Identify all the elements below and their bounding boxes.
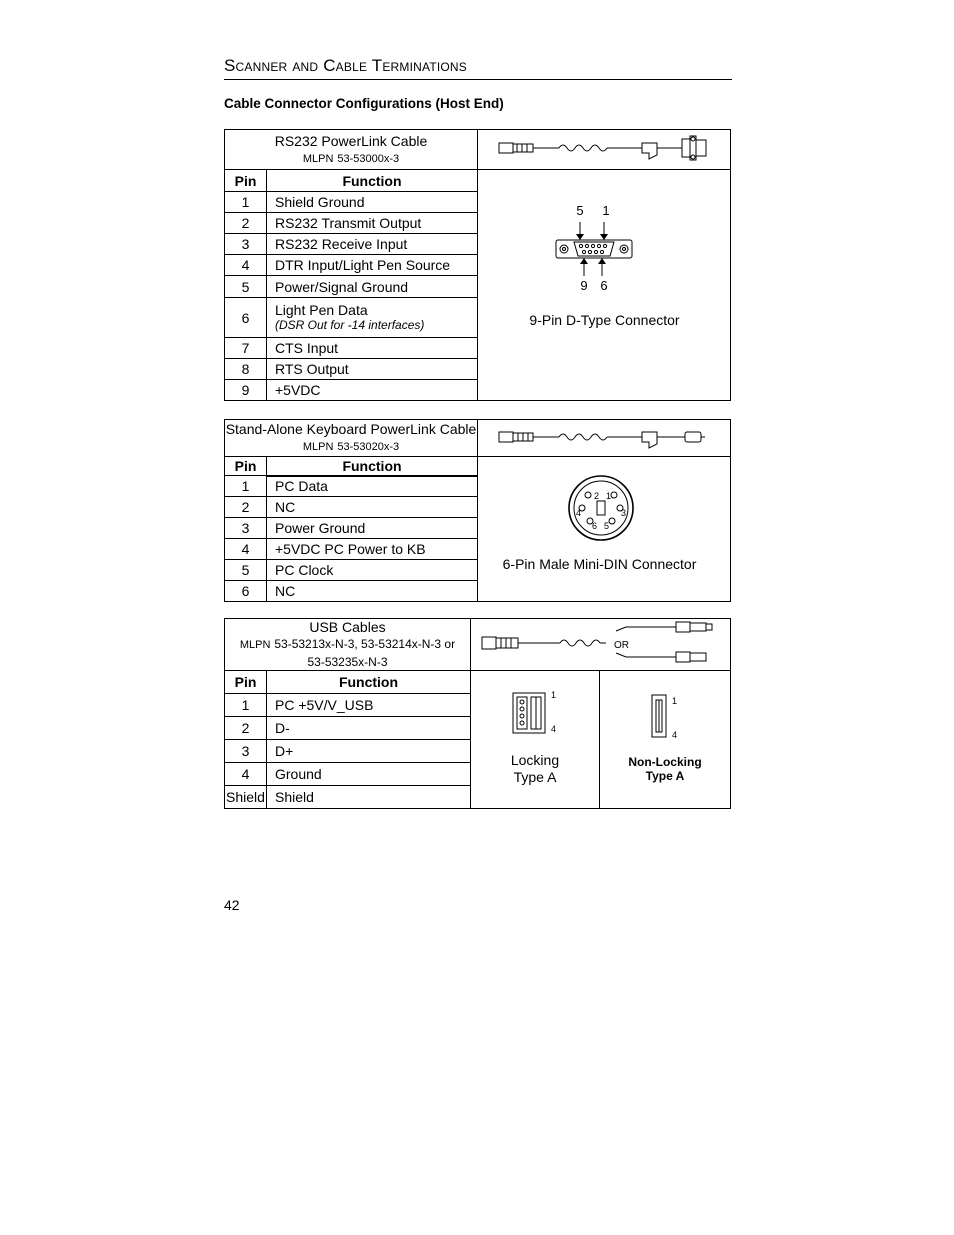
rs232-connector-cell [478,170,731,401]
rs232-pin: 9 [225,380,267,401]
usb-locking-cell [471,671,600,809]
keyboard-function: PC Data [267,476,478,497]
keyboard-cable-image [497,422,712,452]
keyboard-mlpn-prefix: MLPN [302,441,334,453]
keyboard-pin: 5 [225,560,267,581]
usb-or-label: OR [613,640,629,651]
mini-din-connector-diagram [566,473,636,543]
rs232-pin-table [224,129,731,401]
din-pin-label-1: 1 [606,491,612,501]
db9-pin-label-6: 6 [600,278,608,293]
page-header-title: Scanner and Cable Terminations [224,56,468,75]
usb-col-function: Function [267,671,471,694]
usb-function: D- [267,717,471,740]
usb-pin: 3 [225,740,267,763]
usb-pin: Shield [225,786,267,809]
rs232-pin: 6 [225,298,267,338]
rs232-function: Light Pen Data [275,301,368,318]
keyboard-pin: 2 [225,497,267,518]
keyboard-pin: 1 [225,476,267,497]
section-title: Cable Connector Configurations (Host End) [224,96,504,111]
usb-locking-pin-bottom: 4 [551,724,557,734]
rs232-function-note: (DSR Out for -14 interfaces) [275,317,425,332]
header-rule [224,79,732,80]
db9-pin-label-1: 1 [602,203,610,218]
keyboard-pin-table [224,419,731,602]
usb-nonlocking-pin-top: 1 [672,696,678,706]
rs232-function: RS232 Receive Input [267,234,478,255]
rs232-cable-title: RS232 PowerLink Cable [274,132,428,149]
rs232-pin: 7 [225,338,267,359]
usb-locking-type: Type A [513,769,557,785]
usb-mlpn-prefix: MLPN [239,639,271,651]
rs232-function-cell [267,298,478,338]
rs232-connector-caption: 9-Pin D-Type Connector [529,312,680,328]
usb-col-pin: Pin [225,671,267,694]
usb-nonlocking-label: Non-Locking [628,755,702,769]
rs232-pin: 3 [225,234,267,255]
keyboard-col-pin: Pin [225,457,267,476]
usb-locking-pin-top: 1 [551,690,557,700]
rs232-function: Shield Ground [267,192,478,213]
usb-locking-caption [471,752,599,786]
keyboard-function: Power Ground [267,518,478,539]
rs232-col-function: Function [267,170,478,192]
rs232-function: DTR Input/Light Pen Source [267,255,478,276]
db9-pin-label-5: 5 [576,203,584,218]
rs232-pin: 8 [225,359,267,380]
rs232-function: Power/Signal Ground [267,276,478,298]
rs232-pin: 1 [225,192,267,213]
keyboard-cable-image-cell [478,420,731,457]
keyboard-col-function: Function [267,457,478,476]
din-pin-label-2: 2 [594,491,600,501]
usb-nonlocking-type: Type A [645,769,685,783]
usb-pin: 1 [225,694,267,717]
usb-pin: 2 [225,717,267,740]
rs232-mlpn-prefix: MLPN [302,152,334,165]
keyboard-connector-cell [478,457,731,602]
usb-locking-label: Locking [510,752,560,768]
usb-function: D+ [267,740,471,763]
usb-function: Ground [267,763,471,786]
rs232-function: RTS Output [267,359,478,380]
keyboard-part-number: 53-53020x-3 [337,441,400,453]
usb-nonlocking-caption [600,755,730,783]
rs232-pin: 5 [225,276,267,298]
usb-nonlocking-cell [600,671,731,809]
rs232-col-pin: Pin [225,170,267,192]
usb-part-numbers-line2: 53-53235x-N-3 [307,655,388,669]
usb-part-numbers-line1: 53-53213x-N-3, 53-53214x-N-3 or [274,637,456,651]
usb-locking-connector-icon [511,689,571,739]
rs232-part-number: 53-53000x-3 [337,152,400,165]
keyboard-cable-title: Stand-Alone Keyboard PowerLink Cable [225,421,477,437]
keyboard-function: PC Clock [267,560,478,581]
usb-function: Shield [267,786,471,809]
usb-nonlocking-connector-icon [650,691,700,741]
rs232-pin: 4 [225,255,267,276]
usb-cable-image [476,621,726,665]
keyboard-pin: 3 [225,518,267,539]
usb-cable-title: USB Cables [309,619,386,635]
rs232-function: CTS Input [267,338,478,359]
rs232-cable-image [497,131,712,165]
din-pin-label-6: 6 [592,521,598,531]
db9-connector-diagram [554,200,654,300]
rs232-pin: 2 [225,213,267,234]
keyboard-function: NC [267,581,478,602]
din-pin-label-4: 4 [576,508,582,518]
keyboard-function: +5VDC PC Power to KB [267,539,478,560]
keyboard-connector-caption: 6-Pin Male Mini-DIN Connector [502,556,697,572]
keyboard-function: NC [267,497,478,518]
din-pin-label-5: 5 [604,521,610,531]
usb-function: PC +5V/V_USB [267,694,471,717]
page-number: 42 [224,897,240,913]
usb-cable-image-cell [471,619,731,671]
rs232-cable-image-cell [478,130,731,170]
usb-cable-title-cell [225,619,471,671]
usb-pin-table [224,618,731,809]
din-pin-label-3: 3 [621,508,627,518]
rs232-function: +5VDC [267,380,478,401]
keyboard-pin: 4 [225,539,267,560]
keyboard-cable-title-cell [225,420,478,457]
usb-pin: 4 [225,763,267,786]
rs232-cable-title-cell [225,130,478,170]
usb-nonlocking-pin-bottom: 4 [672,730,678,740]
rs232-function: RS232 Transmit Output [267,213,478,234]
keyboard-pin: 6 [225,581,267,602]
db9-pin-label-9: 9 [580,278,588,293]
